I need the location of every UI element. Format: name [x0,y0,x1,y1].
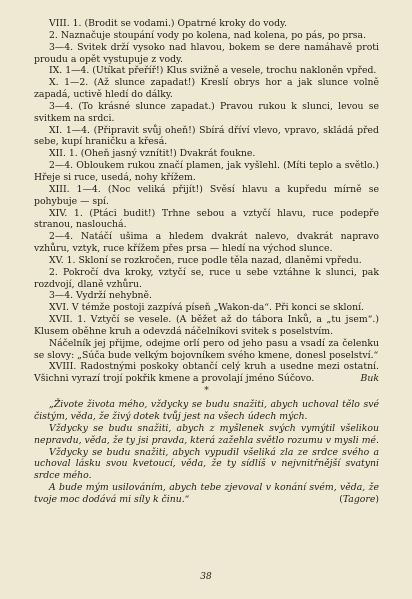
paragraph-x-1-2: X. 1—2. (Až slunce zapadat!) Kreslí obrys hor a jak slunce volně zapadá, uctivě hledí do dálky. [34,77,379,101]
quote-paragraph-1: „Živote života mého, vždycky se budu snažiti, abych uchoval tělo své čistým, věda, že živý dotek tvůj jest na všech údech mých. [34,399,379,422]
quote-paragraph-3: Vždycky se budu snažiti, abych vypudil všeliká zla ze srdce svého a uchoval lásku svou kvetoucí, věda, že ty sídlíš v nejvnitřnější svatyni srdce mého. [34,446,379,482]
instructions-text [34,18,379,385]
page-number: 38 [200,572,212,582]
paragraph-xviii-text: XVIII. Radostnými poskoky obtančí celý kruh a usedne mezi ostatní. Všichni vyrazí trojí pokřik kmene a provolají jméno Súčovo. [34,361,379,385]
paragraph-chief: Náčelník jej přijme, odejme orlí pero od jeho pasu a vsadí za čelenku se slovy: „Súča bude velkým bojovníkem svého kmene, donesl poselství.“ [34,337,379,361]
paragraph-xii-1: XII. 1. (Oheň jasný vznítit!) Dvakrát foukne. [49,148,256,160]
section-separator: * [204,386,209,397]
quote-paragraph-2: Vždycky se budu snažiti, abych z myšlenek svých vymýtil všelikou nepravdu, věda, že ty jsi pravda, která zažehla světlo rozumu v mysli mé. [34,422,379,446]
author-signature-buk: Buk [360,373,379,385]
paragraph-xv-3-4: 3—4. Vydrží nehybně. [49,290,152,302]
paragraph-xiv-1: XIV. 1. (Ptáci budit!) Trhne sebou a vztyčí hlavu, ruce podepře stranou, naslouchá. [34,207,379,231]
paragraph-ix: IX. 1—4. (Utíkat přeříř!) Klus svižně a vesele, trochu nakloněn vpřed. [49,65,377,77]
paragraph-xv-1: XV. 1. Skloní se rozkročen, ruce podle těla nazad, dlaněmi vpředu. [49,254,362,266]
paragraph-xi: XI. 1—4. (Připravit svůj oheň!) Sbírá dříví vlevo, vpravo, skládá před sebe, kupí hraničku a křesá. [34,124,379,148]
paragraph-xiii: XIII. 1—4. (Noc veliká přijít!) Svěsí hlavu a kupředu mírně se pohybuje — spí. [34,183,379,207]
paragraph-viii-1: VIII. 1. (Brodit se vodami.) Opatrné kroky do vody. [49,18,288,29]
author-signature-tagore: ( Tagore ) [324,494,379,506]
paragraph-xviii [34,361,379,385]
paragraph-xv-2: 2. Pokročí dva kroky, vztyčí se, ruce u sebe vztáhne k slunci, pak rozdvojí, dlaně vzhůru. [34,266,379,290]
paragraph-xvii: XVII. 1. Vztyčí se vesele. (A běžet až do tábora Inků, a „tu jsem“.) Klusem oběhne kruh a odevzdá náčelníkovi svitek s poselstvím. [34,314,379,337]
paragraph-viii-2: 2. Naznačuje stoupání vody po kolena, nad kolena, po pás, po prsa. [49,29,367,41]
quote-paragraph-4 [34,482,379,506]
paragraph-x-3-4: 3—4. (To krásné slunce zapadat.) Pravou rukou k slunci, levou se svitkem na srdci. [34,100,379,124]
quote-paragraph-4-text: A bude mým usilováním, abych tebe zjevoval v konání svém, věda, že tvoje moc dodává mi síly k činu.“ [34,482,379,505]
tagore-quote [34,399,379,506]
paragraph-xvi: XVI. V témže postoji zazpívá píseň „Wakon-da“. Při konci se skloní. [49,302,365,314]
paragraph-viii-3-4: 3—4. Svitek drží vysoko nad hlavou, bokem se dere namáhavě proti proudu a opět vystupuje z vody. [34,41,379,65]
paragraph-xiv-2-4: 2—4. Natáčí ušima a hledem dvakrát nalevo, dvakrát napravo vzhůru, vztyk, ruce křížem přes prsa — hledí na východ slunce. [34,231,379,255]
paragraph-xii-2-4: 2—4. Obloukem rukou značí plamen, jak vyšlehl. (Míti teplo a světlo.) Hřeje si ruce, usedá, nohy křížem. [34,160,379,183]
